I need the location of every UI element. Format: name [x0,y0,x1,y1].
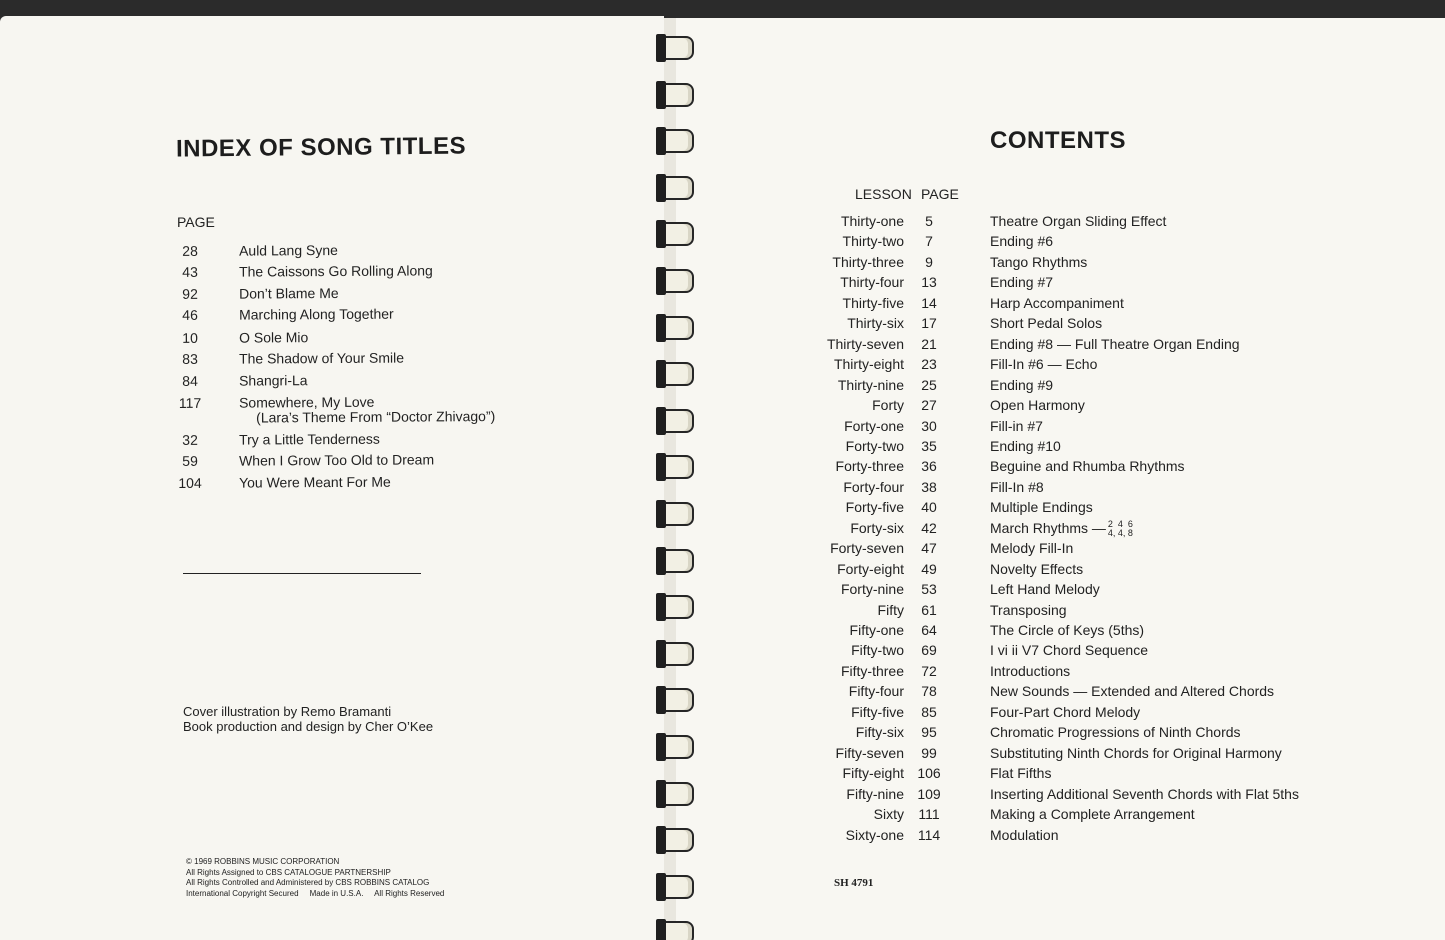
lesson-topic-text: Fill-In #8 [990,478,1044,495]
lesson-number: Fifty-two [851,642,904,659]
lesson-topic-text: Ending #9 [990,376,1054,393]
contents-row [676,806,1445,826]
lesson-page-number: 111 [918,806,940,823]
contents-row [676,540,1445,560]
lesson-topic-text: Multiple Endings [990,499,1093,516]
lesson-topic [990,336,1240,352]
spiral-coil [654,34,698,62]
lesson-topic-text: Modulation [990,826,1059,843]
contents-row [676,581,1445,601]
lesson-topic [990,602,1067,618]
lesson-page-number: 61 [921,601,937,618]
song-title: The Caissons Go Rolling Along [238,262,433,280]
lesson-number: Forty-five [845,499,904,516]
contents-row [676,602,1445,622]
lesson-page-number: 109 [917,785,941,802]
lesson-number: Fifty-nine [846,785,904,802]
song-title: O Sole Mio [238,329,309,346]
lesson-topic [990,397,1085,413]
contents-row [676,704,1445,724]
contents-row [676,499,1445,519]
lesson-topic [990,274,1053,290]
lesson-topic-text: Making a Complete Arrangement [990,806,1195,823]
lesson-number: Forty-eight [837,560,904,577]
lesson-page-number: 27 [921,397,937,414]
lesson-page-number: 7 [925,233,933,250]
lesson-number: Thirty-one [840,213,904,229]
contents-row [676,295,1445,315]
lesson-topic [990,254,1087,270]
lesson-number: Forty-seven [830,540,904,557]
spiral-coil [654,127,698,155]
lesson-topic-text: Novelty Effects [990,560,1084,577]
contents-row [676,213,1445,233]
lesson-number: Thirty-four [840,274,904,291]
lesson-page-number: 35 [921,437,937,454]
lesson-page-number: 114 [917,826,941,843]
lesson-topic-text: Ending #10 [990,437,1061,454]
credits-block [183,704,433,734]
lesson-topic [990,540,1073,556]
lesson-page-number: 25 [921,376,937,393]
lesson-topic [990,786,1299,802]
song-page-number: 28 [182,242,198,259]
contents-row [676,745,1445,765]
lesson-number: Thirty-seven [826,335,904,352]
lesson-number: Forty [872,397,904,414]
contents-row [676,254,1445,274]
lesson-page-number: 21 [921,335,937,352]
contents-row [676,827,1445,847]
lesson-topic [990,663,1070,679]
song-title: When I Grow Too Old to Dream [238,451,435,469]
contents-row [676,786,1445,806]
song-page-number: 92 [182,285,198,302]
song-title: Don’t Blame Me [238,284,339,302]
lesson-number: Fifty-four [848,683,904,700]
lesson-page-number: 99 [921,744,937,761]
contents-row [676,274,1445,294]
lesson-page-number: 95 [921,724,937,741]
lesson-number: Thirty-five [842,294,904,311]
contents-row [676,663,1445,683]
song-page-number: 84 [182,372,198,389]
lesson-topic-text: Ending #8 — Full Theatre Organ Ending [990,335,1240,352]
lesson-topic [990,479,1044,495]
lesson-number: Thirty-three [832,253,904,270]
index-page-header: PAGE [177,214,215,230]
lesson-topic-text: Short Pedal Solos [990,315,1103,332]
lesson-page-number: 106 [917,765,941,782]
contents-title: CONTENTS [990,127,1126,154]
lesson-topic-text: Ending #6 [990,233,1054,250]
lesson-topic-text: Fill-In #6 — Echo [990,356,1098,373]
lesson-page-number: 14 [921,294,937,311]
song-subtitle: (Lara’s Theme From “Doctor Zhivago”) [256,408,496,426]
fraction-numerators: 2 4 6 [1107,519,1133,530]
lesson-page-number: 5 [925,213,933,229]
lesson-topic [990,315,1102,331]
lesson-page-number: 49 [921,560,937,577]
lesson-topic-text: Melody Fill-In [990,540,1074,557]
song-page-number: 43 [182,263,198,280]
contents-row [676,724,1445,744]
lesson-topic [990,520,1133,538]
lesson-page-number: 69 [921,642,937,659]
lesson-number: Sixty-one [845,826,904,843]
lesson-topic-text: Inserting Additional Seventh Chords with Flat 5ths [990,785,1299,802]
lesson-page-number: 36 [921,458,937,475]
song-title: Somewhere, My Love [238,393,375,411]
lesson-topic-text: Flat Fifths [990,765,1052,782]
lesson-topic-text: Ending #7 [990,274,1054,291]
lesson-number: Forty-six [850,519,904,536]
lesson-topic [990,377,1053,393]
lesson-number: Thirty-eight [833,356,904,373]
lesson-number: Forty-three [835,458,904,475]
catalog-number: SH 4791 [834,877,874,889]
lesson-number: Fifty-three [840,662,904,679]
divider-rule [183,573,421,574]
lesson-number: Forty-nine [840,581,904,598]
lesson-number: Fifty [877,601,904,618]
song-page-number: 59 [182,452,198,469]
lesson-number: Forty-one [844,417,904,434]
song-title: Marching Along Together [238,305,394,323]
song-page-number: 83 [182,350,198,367]
lesson-topic [990,642,1148,658]
lesson-topic-text: Fill-in #7 [990,417,1043,434]
lesson-number: Fifty-eight [842,765,904,782]
lesson-number: Fifty-seven [835,744,904,761]
contents-row [676,479,1445,499]
lesson-number: Thirty-nine [837,376,904,393]
contents-row [676,356,1445,376]
contents-row [676,458,1445,478]
lesson-column-header: LESSON [855,186,912,202]
cover-illustration-credit: Cover illustration by Remo Bramanti [183,704,392,719]
lesson-topic [990,581,1100,597]
contents-row [676,336,1445,356]
copyright-line: All Rights Controlled and Administered by CBS ROBBINS CATALOG [186,878,430,887]
lesson-topic [990,765,1051,781]
contents-row [676,561,1445,581]
spiral-coil [654,873,698,901]
lesson-page-number: 53 [921,581,937,598]
song-title: Shangri-La [238,372,308,389]
lesson-page-number: 30 [921,417,937,434]
copyright-notice [186,857,444,899]
lesson-topic [990,561,1083,577]
contents-row [676,683,1445,703]
lesson-topic-text: Transposing [990,601,1067,618]
lesson-topic-text: Chromatic Progressions of Ninth Chords [990,724,1241,741]
lesson-topic [990,745,1282,761]
book-production-credit: Book production and design by Cher O’Kee [183,719,434,734]
lesson-topic [990,499,1093,515]
lesson-topic-text: Left Hand Melody [990,581,1100,598]
time-signature-fraction [1108,520,1133,538]
lesson-topic-text: I vi ii V7 Chord Sequence [990,642,1148,659]
contents-row [676,642,1445,662]
lesson-topic [990,458,1185,474]
lesson-number: Forty-four [843,478,904,495]
lesson-topic-text: Open Harmony [990,397,1085,414]
lesson-page-number: 13 [921,274,937,291]
lesson-topic [990,418,1043,434]
contents-row [676,418,1445,438]
contents-row [676,315,1445,335]
copyright-line: International Copyright Secured Made in U.S.A. All Rights Reserved [186,888,445,898]
lesson-topic-text: March Rhythms — [990,519,1106,536]
lesson-topic-text: Tango Rhythms [990,253,1088,270]
song-page-number: 46 [182,306,198,323]
lesson-number: Fifty-five [851,703,904,720]
lesson-topic [990,622,1144,638]
lesson-page-number: 40 [921,499,937,516]
song-page-number: 10 [182,329,198,346]
lesson-topic [990,213,1166,229]
lesson-topic-text: Four-Part Chord Melody [990,703,1141,720]
lesson-number: Fifty-one [849,622,904,638]
lesson-number: Forty-two [845,437,904,454]
contents-row [676,397,1445,417]
fraction-denominators: 4, 4, 8 [1107,528,1133,539]
song-title: Auld Lang Syne [238,241,338,259]
index-title: INDEX OF SONG TITLES [175,132,467,163]
song-page-number: 117 [178,394,202,411]
lesson-topic-text: The Circle of Keys (5ths) [990,622,1145,638]
contents-row [676,622,1445,642]
lesson-topic [990,806,1195,822]
lesson-topic [990,827,1059,843]
lesson-topic [990,724,1241,740]
lesson-number: Thirty-two [842,233,904,250]
lesson-page-number: 85 [921,703,937,720]
lesson-page-number: 9 [925,253,933,270]
lesson-page-number: 47 [921,540,937,557]
lesson-topic [990,438,1061,454]
lesson-topic-text: Theatre Organ Sliding Effect [990,213,1167,229]
lesson-topic [990,704,1140,720]
lesson-page-number: 23 [921,356,937,373]
lesson-topic [990,295,1124,311]
contents-row [676,438,1445,458]
lesson-topic [990,683,1274,699]
spiral-coil [654,81,698,109]
contents-row [676,233,1445,253]
lesson-page-number: 17 [921,315,937,332]
contents-row [676,377,1445,397]
song-title: The Shadow of Your Smile [238,349,405,367]
lesson-topic-text: Harp Accompaniment [990,294,1124,311]
lesson-topic-text: Substituting Ninth Chords for Original Harmony [990,744,1282,761]
song-page-number: 104 [178,474,202,491]
spiral-coil [654,919,698,940]
lesson-page-number: 78 [921,683,937,700]
song-page-number: 32 [182,431,198,448]
lesson-page-number: 64 [921,622,937,638]
lesson-number: Thirty-six [847,315,904,332]
copyright-line: © 1969 ROBBINS MUSIC CORPORATION [186,857,340,866]
lesson-topic-text: Beguine and Rhumba Rhythms [990,458,1185,475]
song-title: Try a Little Tenderness [238,430,380,448]
lesson-number: Sixty [873,806,904,823]
lesson-page-number: 42 [921,519,937,536]
lesson-page-number: 72 [921,662,937,679]
lesson-number: Fifty-six [855,724,904,741]
page-column-header: PAGE [921,186,959,202]
contents-row [676,520,1445,540]
lesson-topic [990,233,1053,249]
copyright-line: All Rights Assigned to CBS CATALOGUE PARTNERSHIP [186,867,391,877]
lesson-topic [990,356,1097,372]
song-title: You Were Meant For Me [238,473,391,491]
lesson-topic-text: New Sounds — Extended and Altered Chords [990,683,1275,700]
lesson-topic-text: Introductions [990,662,1071,679]
lesson-page-number: 38 [921,478,937,495]
contents-row [676,765,1445,785]
spiral-coil [654,174,698,202]
